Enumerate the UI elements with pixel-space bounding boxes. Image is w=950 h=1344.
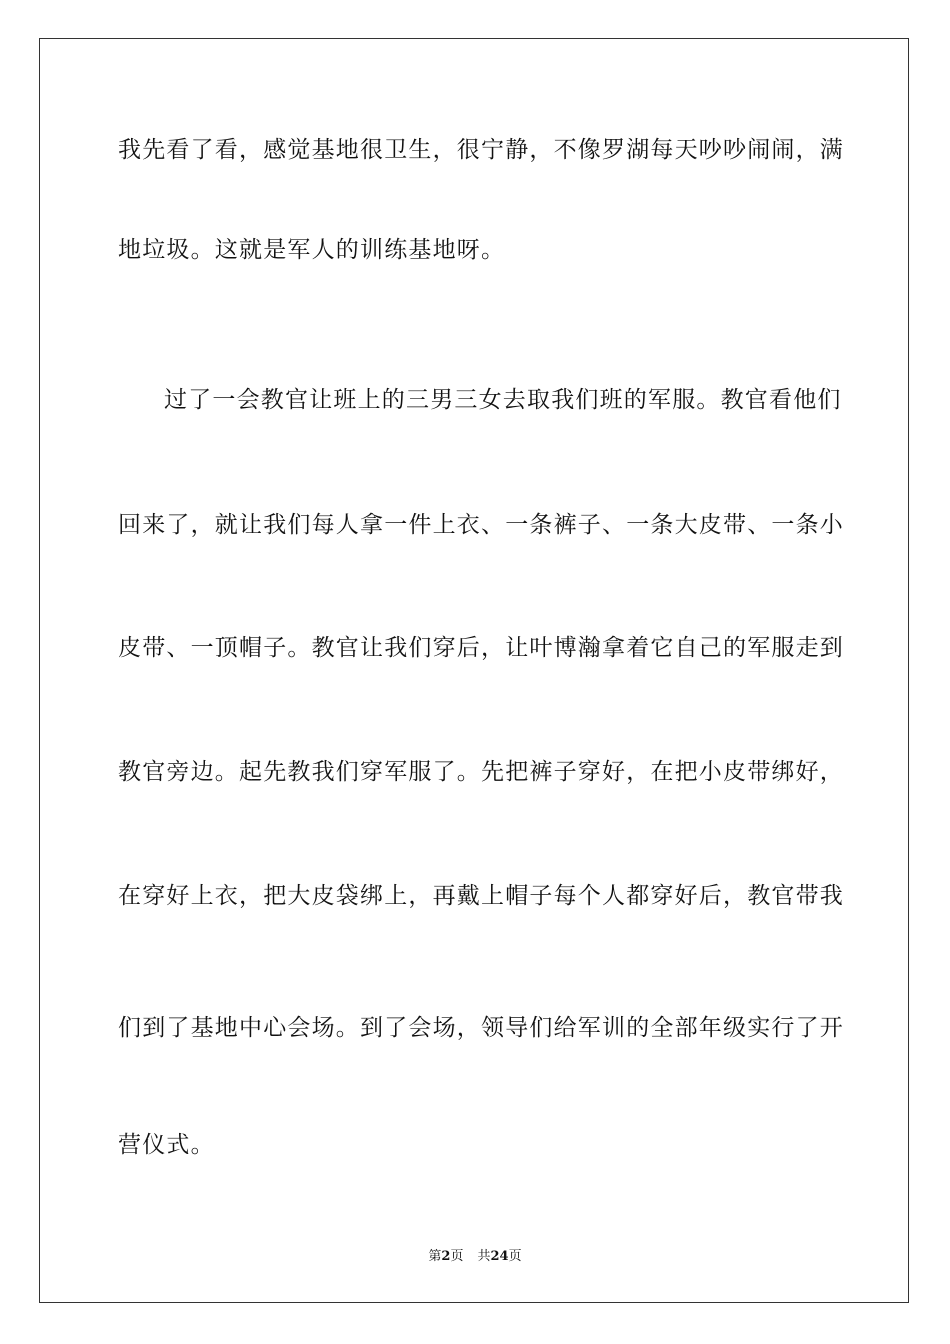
- total-prefix: 共: [477, 1249, 491, 1264]
- text-line-1: 我先看了看，感觉基地很卫生，很宁静，不像罗湖每天吵吵闹闹，满: [118, 137, 844, 163]
- text-line-7: 在穿好上衣，把大皮袋绑上，再戴上帽子每个人都穿好后，教官带我: [118, 883, 844, 909]
- text-line-2: 地垃圾。这就是军人的训练基地呀。: [118, 237, 506, 263]
- total-suffix: 页: [508, 1249, 522, 1264]
- page-suffix: 页: [450, 1249, 464, 1264]
- page-footer: [0, 1248, 950, 1266]
- text-line-9: 营仪式。: [118, 1132, 215, 1158]
- text-line-4: 回来了，就让我们每人拿一件上衣、一条裤子、一条大皮带、一条小: [118, 512, 844, 538]
- total-pages: 24: [490, 1249, 509, 1264]
- page-border: [39, 38, 909, 1303]
- text-line-6: 教官旁边。起先教我们穿军服了。先把裤子穿好，在把小皮带绑好，: [118, 759, 844, 785]
- page-number: 2: [441, 1249, 451, 1264]
- text-line-8: 们到了基地中心会场。到了会场，领导们给军训的全部年级实行了开: [118, 1015, 844, 1041]
- page-prefix: 第: [428, 1249, 442, 1264]
- text-line-5: 皮带、一顶帽子。教官让我们穿后，让叶博瀚拿着它自己的军服走到: [118, 635, 844, 661]
- text-line-3: 过了一会教官让班上的三男三女去取我们班的军服。教官看他们: [164, 387, 842, 413]
